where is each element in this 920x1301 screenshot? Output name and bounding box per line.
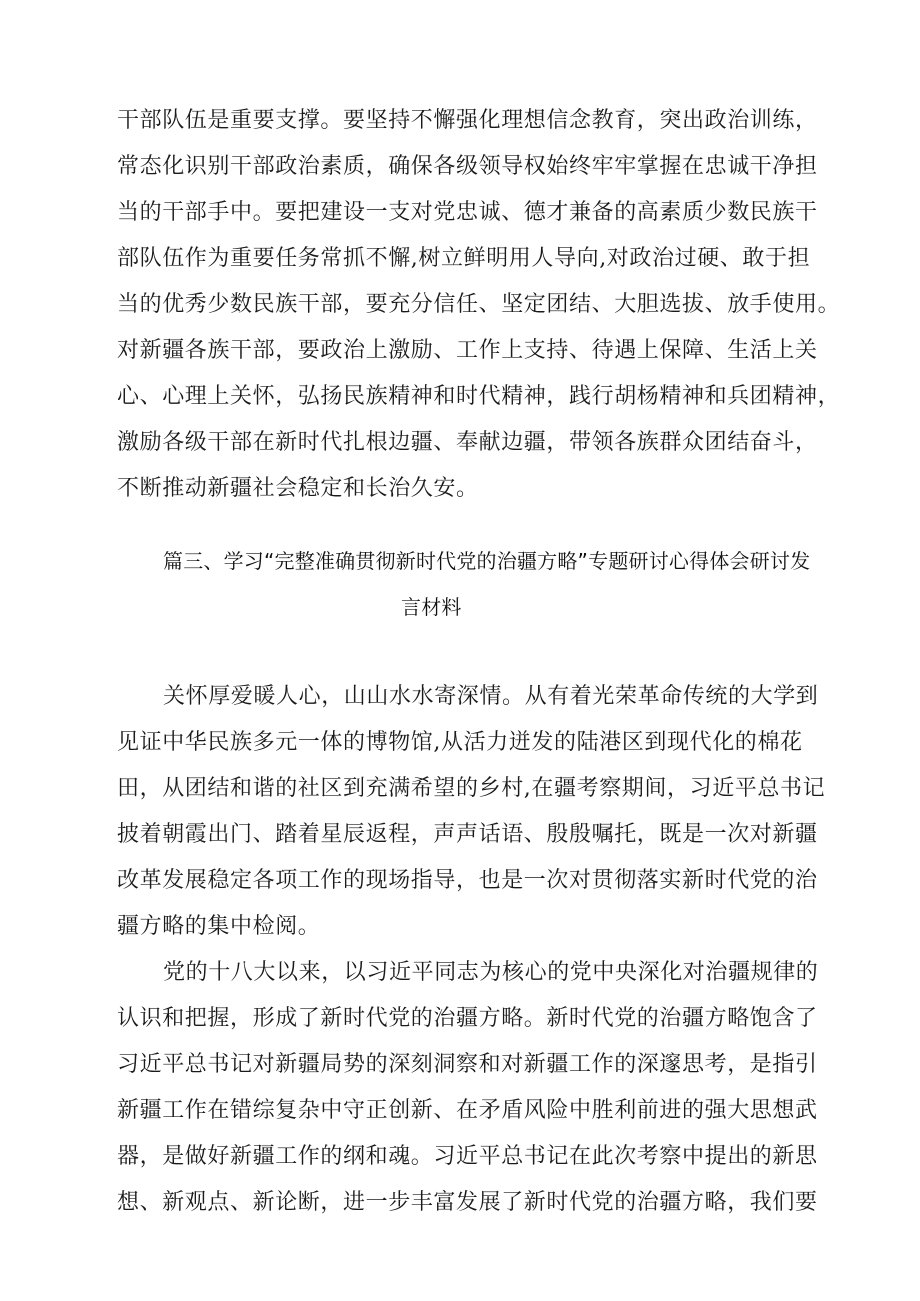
text-line: 新疆工作在错综复杂中守正创新、在矛盾风险中胜利前进的强大思想武 [117, 1098, 818, 1123]
text-line: 不断推动新疆社会稳定和长治久安。 [117, 476, 479, 501]
text-line: 见证中华民族多元一体的博物馆,从活力迸发的陆港区到现代化的棉花 [117, 730, 803, 755]
text-line: 当的优秀少数民族干部，要充分信任、坚定团结、大胆选拔、放手使用。 [117, 292, 841, 317]
text-line: 心、心理上关怀，弘扬民族精神和时代精神，践行胡杨精神和兵团精神， [117, 384, 841, 409]
text-line: 认识和把握，形成了新时代党的治疆方略。新时代党的治疆方略饱含了 [117, 1006, 818, 1031]
text-line: 部队伍作为重要任务常抓不懈,树立鲜明用人导向,对政治过硬、敢于担 [117, 246, 811, 271]
text-line: 习近平总书记对新疆局势的深刻洞察和对新疆工作的深邃思考，是指引 [117, 1052, 818, 1077]
heading-line-2: 言材料 [401, 595, 462, 619]
text-line: 激励各级干部在新时代扎根边疆、奉献边疆，带领各族群众团结奋斗， [117, 430, 818, 455]
text-line: 疆方略的集中检阅。 [117, 914, 321, 939]
text-line: 干部队伍是重要支撑。要坚持不懈强化理想信念教育，突出政治训练， [117, 108, 818, 133]
text-line: 田，从团结和谐的社区到充满希望的乡村,在疆考察期间，习近平总书记 [117, 776, 826, 801]
text-line: 关怀厚爱暖人心，山山水水寄深情。从有着光荣革命传统的大学到 [163, 684, 819, 709]
text-line: 常态化识别干部政治素质，确保各级领导权始终牢牢掌握在忠诚干净担 [117, 154, 818, 179]
text-line: 想、新观点、新论断，进一步丰富发展了新时代党的治疆方略，我们要 [117, 1190, 818, 1215]
text-line: 器，是做好新疆工作的纲和魂。习近平总书记在此次考察中提出的新思 [117, 1144, 818, 1169]
heading-line-1: 篇三、学习“完整准确贯彻新时代党的治疆方略”专题研讨心得体会研讨发 [163, 549, 811, 573]
text-line: 当的干部手中。要把建设一支对党忠诚、德才兼备的高素质少数民族干 [117, 200, 818, 225]
text-line: 对新疆各族干部，要政治上激励、工作上支持、待遇上保障、生活上关 [117, 338, 818, 363]
text-line: 披着朝霞出门、踏着星辰返程，声声话语、殷殷嘱托，既是一次对新疆 [117, 822, 818, 847]
text-line: 改革发展稳定各项工作的现场指导，也是一次对贯彻落实新时代党的治 [117, 868, 818, 893]
text-line: 党的十八大以来，以习近平同志为核心的党中央深化对治疆规律的 [163, 960, 819, 985]
